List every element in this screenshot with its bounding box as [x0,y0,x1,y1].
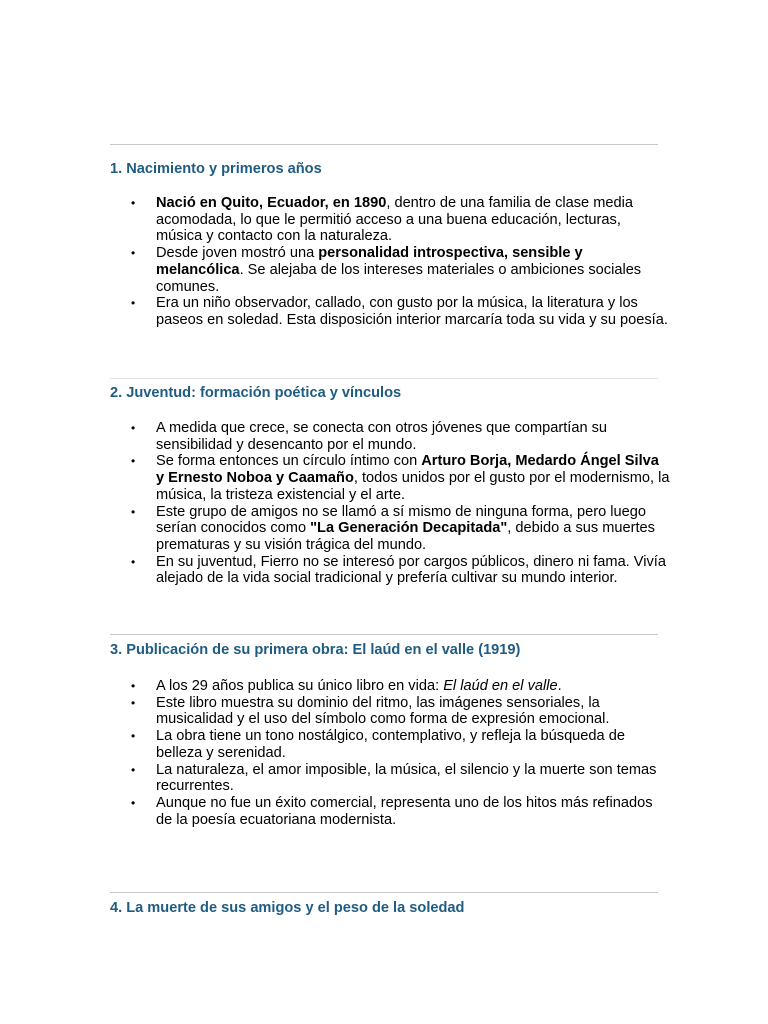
bold-text: Nació en Quito, Ecuador, en 1890 [156,195,387,211]
list-item [110,453,670,503]
item-text: Este libro muestra su dominio del ritmo, las imágenes sensoriales, la musicalidad y el uso del símbolo como forma de expresión emocional. [156,694,610,728]
section-heading-2: 2. Juventud: formación poética y vínculos [110,385,402,401]
item-text: , todos unidos por el gusto por el modernismo, la música, la tristeza existencial y el arte. [156,470,670,503]
item-text: . Se alejaba de los intereses materiales o ambiciones sociales comunes. [156,261,642,295]
item-text: A medida que crece, se conecta con otros jóvenes que compartían su sensibilidad y desencanto por el mundo. [156,420,608,453]
item-text: , debido a sus muertes prematuras y su visión trágica del mundo. [156,520,655,553]
item-text: Se forma entonces un círculo íntimo con [156,453,422,470]
item-text: Era un niño observador, callado, con gusto por la música, la literatura y los paseos en soledad. Esta disposición interior marcaría toda su vida y su poesía. [156,295,668,328]
bold-text: personalidad introspectiva, sensible y melancólica [156,245,583,278]
item-text: , dentro de una familia de clase media acomodada, lo que le permitió acceso a una buena educación, lecturas, música y contacto con la naturaleza. [156,195,633,245]
item-text: Este grupo de amigos no se llamó a sí mismo de ninguna forma, pero luego serían conocidos como [156,503,646,537]
section-list-1 [110,195,670,329]
item-text: La naturaleza, el amor imposible, la música, el silencio y la muerte son temas recurrentes. [156,761,657,795]
list-item [110,295,670,328]
list-item [110,695,670,728]
item-text: A los 29 años publica su único libro en vida: [156,678,444,694]
section-list-2 [110,420,670,587]
list-item [110,762,670,795]
divider [110,634,658,635]
section-list-3 [110,678,670,828]
divider [110,378,658,379]
list-item [110,554,670,587]
list-item [110,420,670,453]
section-heading-1: 1. Nacimiento y primeros años [110,161,322,177]
divider [110,892,658,893]
list-item [110,195,670,245]
item-text: . [557,678,562,694]
italic-text: El laúd en el valle [443,678,558,694]
list-item [110,245,670,295]
item-text: Aunque no fue un éxito comercial, representa uno de los hitos más refinados de la poesía ecuatoriana modernista. [156,794,653,828]
list-item [110,795,670,828]
item-text: La obra tiene un tono nostálgico, contemplativo, y refleja la búsqueda de belleza y serenidad. [156,728,625,761]
section-heading-4: 4. La muerte de sus amigos y el peso de la soledad [110,900,465,916]
list-item [110,728,670,761]
list-item [110,504,670,554]
list-item [110,678,670,695]
item-text: Desde joven mostró una [156,245,319,262]
item-text: En su juventud, Fierro no se interesó por cargos públicos, dinero ni fama. Vivía alejado de la vida social tradicional y prefería cultivar su mundo interior. [156,553,666,587]
divider [110,144,658,145]
section-heading-3: 3. Publicación de su primera obra: El laúd en el valle (1919) [110,642,521,658]
bold-text: "La Generación Decapitada" [310,520,508,537]
bold-text: Arturo Borja, Medardo Ángel Silva y Ernesto Noboa y Caamaño [156,453,659,487]
